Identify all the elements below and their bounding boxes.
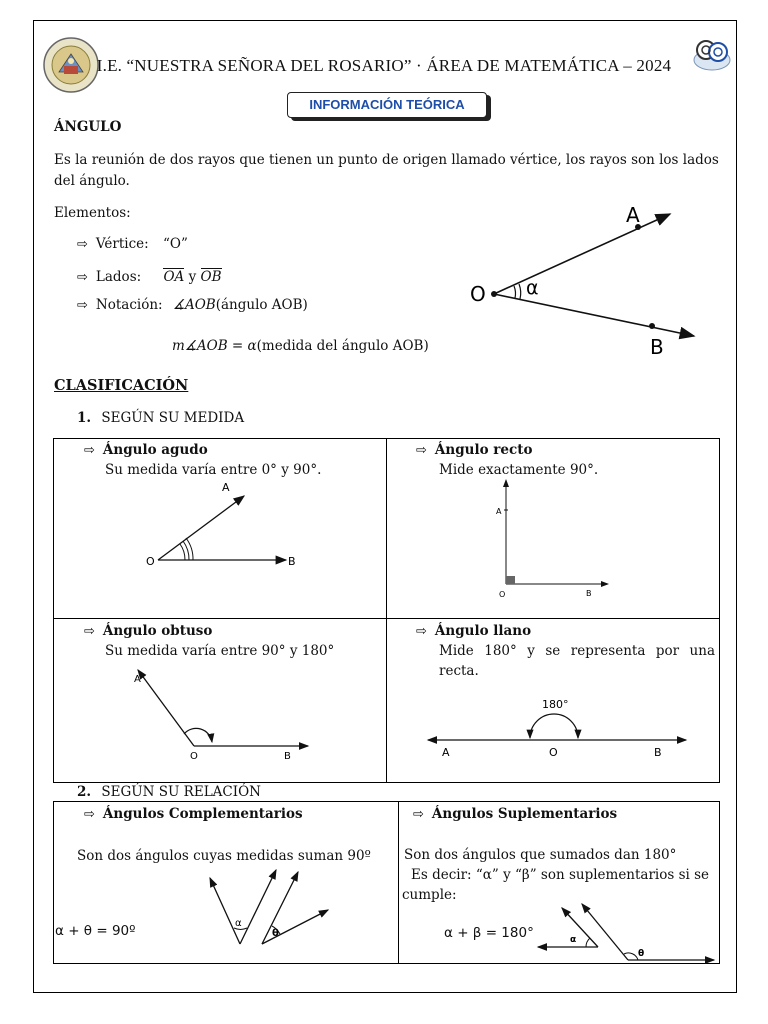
element-sides	[77, 267, 222, 288]
section-2-label: SEGÚN SU RELACIÓN	[101, 784, 261, 800]
definition-line-2: del ángulo.	[54, 173, 130, 189]
obtuse-b-label: B	[284, 751, 291, 762]
right-b-label: B	[586, 589, 592, 598]
acute-a-label: A	[222, 481, 230, 494]
relation-divider-v	[398, 801, 399, 964]
section-2-title	[77, 782, 261, 803]
point-a-label: A	[626, 203, 640, 227]
section-1-number: 1.	[77, 410, 92, 426]
right-o-label: O	[499, 590, 506, 599]
obtuse-a-label: A	[134, 674, 141, 685]
arrow-right-icon: ⇨	[84, 443, 95, 458]
sides-join: y	[188, 269, 197, 285]
alpha-label: α	[526, 277, 539, 299]
notation-label: Notación:	[95, 297, 163, 313]
complementary-formula: α + θ = 90º	[55, 923, 136, 939]
straight-desc-line-1: Mide 180° y se representa por una	[439, 643, 715, 659]
obtuse-title-text: Ángulo obtuso	[102, 623, 213, 639]
acute-o-label: O	[146, 555, 155, 568]
complementary-title	[84, 804, 303, 825]
section-1-title	[77, 408, 244, 429]
straight-angle-figure	[424, 690, 694, 766]
measure-text: (medida del ángulo AOB)	[256, 338, 429, 354]
measure-symbol: m∡AOB = α	[172, 338, 257, 354]
complementary-desc: Son dos ángulos cuyas medidas suman 90º	[77, 848, 371, 864]
acute-b-label: B	[288, 555, 296, 568]
arrow-right-icon: ⇨	[416, 443, 427, 458]
vertex-label: Vértice:	[95, 236, 149, 252]
supplementary-title-text: Ángulos Suplementarios	[431, 806, 618, 822]
definition-line-1: Es la reunión de dos rayos que tienen un punto de origen llamado vértice, los rayos son los lados	[54, 152, 719, 168]
supplementary-desc-line-2: Es decir: “α” y “β” son suplementarios si se	[411, 867, 710, 883]
section-1-label: SEGÚN SU MEDIDA	[101, 410, 245, 426]
element-notation	[77, 295, 308, 316]
angle-aob-figure	[466, 198, 706, 378]
straight-desc-line-2: recta.	[439, 663, 479, 679]
acute-title	[84, 440, 208, 461]
arrow-right-icon: ⇨	[77, 237, 88, 252]
supplementary-title	[413, 804, 617, 825]
arrow-right-icon: ⇨	[416, 624, 427, 639]
complementary-alpha-label: α	[235, 918, 242, 929]
acute-angle-figure	[140, 474, 310, 574]
obtuse-angle-figure	[126, 662, 316, 762]
straight-title-text: Ángulo llano	[434, 623, 532, 639]
ray-ob: OB	[200, 269, 222, 285]
table-divider-h	[53, 618, 720, 619]
point-o-label: O	[470, 282, 486, 306]
obtuse-desc: Su medida varía entre 90° y 180°	[105, 643, 335, 659]
supplementary-alpha-label: α	[570, 935, 577, 945]
arrow-right-icon: ⇨	[413, 807, 424, 822]
obtuse-o-label: O	[190, 751, 198, 762]
obtuse-title	[84, 621, 212, 642]
right-angle-figure	[490, 476, 620, 602]
vertex-value: “O”	[163, 236, 188, 252]
supplementary-formula: α + β = 180°	[444, 925, 534, 941]
notation-text: (ángulo AOB)	[215, 297, 308, 313]
point-b-label: B	[650, 335, 664, 359]
complementary-title-text: Ángulos Complementarios	[102, 806, 303, 822]
right-title-text: Ángulo recto	[434, 442, 533, 458]
arrow-right-icon: ⇨	[77, 270, 88, 285]
straight-b-label: B	[654, 746, 662, 759]
supplementary-theta-label: θ	[638, 949, 645, 959]
arrow-right-icon: ⇨	[84, 624, 95, 639]
classification-heading: CLASIFICACIÓN	[54, 377, 189, 394]
straight-title	[416, 621, 531, 642]
measure-line	[172, 336, 429, 357]
table-divider-v	[386, 438, 387, 783]
sides-label: Lados:	[95, 269, 142, 285]
angle-heading: ÁNGULO	[54, 119, 122, 135]
arrow-right-icon: ⇨	[84, 807, 95, 822]
elements-label: Elementos:	[54, 205, 131, 221]
element-vertex	[77, 234, 188, 255]
straight-deg-label: 180°	[542, 698, 569, 711]
right-desc: Mide exactamente 90°.	[439, 462, 599, 478]
arrow-right-icon: ⇨	[77, 298, 88, 313]
acute-title-text: Ángulo agudo	[102, 442, 208, 458]
section-badge: INFORMACIÓN TEÓRICA	[287, 92, 487, 118]
section-2-number: 2.	[77, 784, 92, 800]
complementary-theta-label: θ	[272, 928, 279, 939]
straight-o-label: O	[549, 746, 558, 759]
notation-symbol: ∡AOB	[172, 297, 216, 313]
right-a-label: A	[496, 507, 502, 516]
page-header-title: I.E. “NUESTRA SEÑORA DEL ROSARIO” · ÁREA DE MATEMÁTICA – 2024	[96, 56, 672, 75]
supplementary-desc-line-3: cumple:	[402, 887, 457, 903]
ray-oa: OA	[163, 269, 185, 285]
straight-a-label: A	[442, 746, 450, 759]
complementary-angles-figure	[200, 866, 340, 952]
right-title	[416, 440, 532, 461]
supplementary-desc-line-1: Son dos ángulos que sumados dan 180°	[404, 847, 677, 863]
acute-desc: Su medida varía entre 0° y 90°.	[105, 462, 322, 478]
supplementary-angles-figure	[530, 902, 720, 968]
